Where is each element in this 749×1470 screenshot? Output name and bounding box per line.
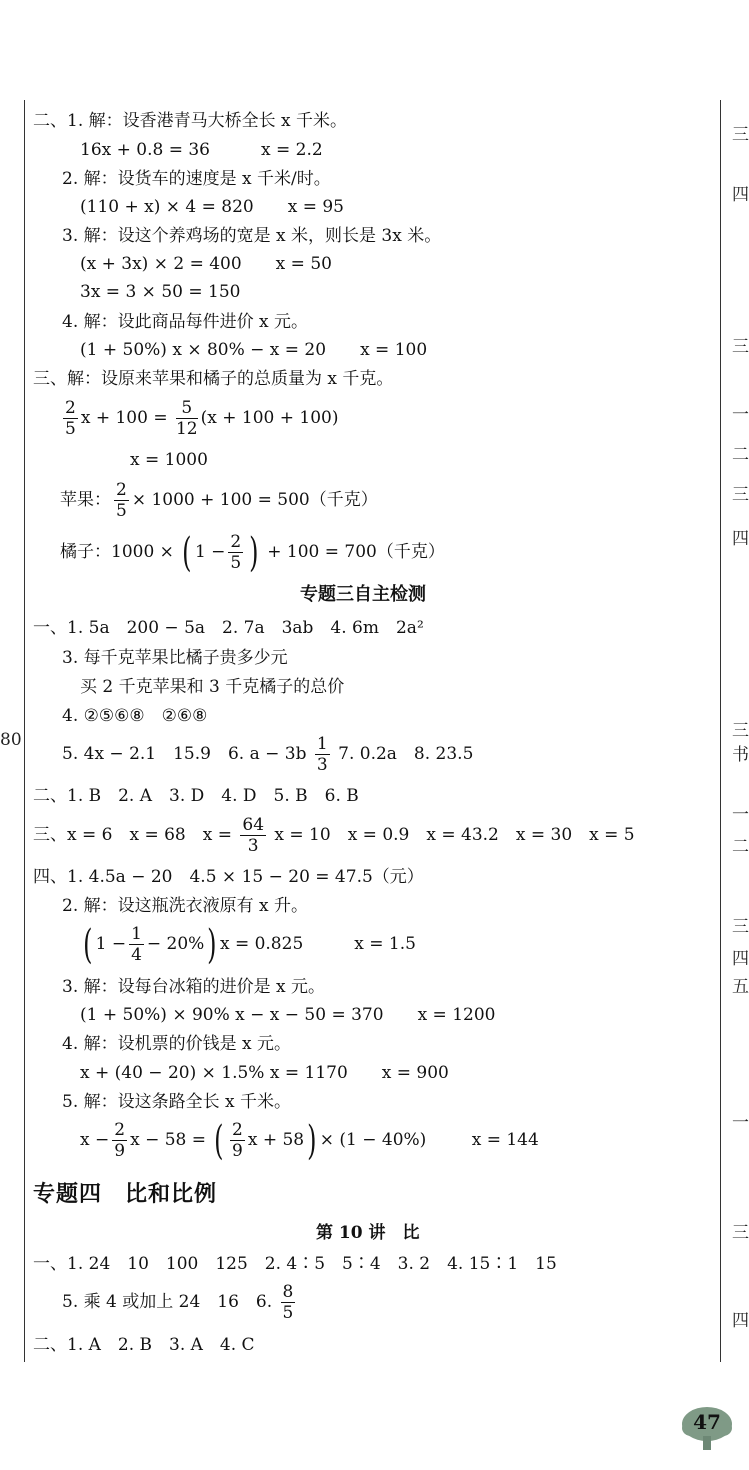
t2-line1: 二、1. B 2. A 3. D 4. D 5. B 6. B: [33, 786, 359, 806]
s3-orange: 橘子：1000 × ( 1 − $\frac{2}{5}$ ) + 100 = 700（千克）: [60, 529, 445, 576]
right-edge-glyph: 一: [732, 1113, 749, 1133]
s3-apple: 苹果： $\frac{2}{5}$ × 1000 + 100 = 500（千克）: [60, 480, 378, 521]
right-edge-glyph: 三: [732, 125, 749, 145]
t1-line2: 3. 每千克苹果比橘子贵多少元: [62, 648, 288, 668]
right-edge-glyph: 一: [732, 405, 749, 425]
right-edge-glyph: 四: [732, 949, 749, 969]
t4-eq3: (1 + 50%) × 90% x − x − 50 = 370 x = 1200: [80, 1005, 496, 1025]
s2-q4: 4. 解：设此商品每件进价 x 元。: [62, 312, 309, 332]
fraction: $\frac{1}{4}$: [131, 924, 142, 965]
right-edge-glyph: 四: [732, 1311, 749, 1331]
s2-eq2: (110 + x) × 4 = 820 x = 95: [80, 197, 344, 217]
left-margin-number: 80: [0, 730, 22, 750]
t1-line4: 4. ②⑤⑥⑧ ②⑥⑧: [62, 706, 208, 726]
l10-line1: 一、1. 24 10 100 125 2. 4∶5 5∶4 3. 2 4. 15∶1 15: [33, 1254, 557, 1274]
fraction: $\frac{2}{9}$: [232, 1120, 243, 1161]
t1-line5: 5. 4x − 2.1 15.9 6. a − 3b $\frac{1}{3}$ 7. 0.2a 8. 23.5: [62, 734, 474, 775]
l10-line2: 5. 乘 4 或加上 24 16 6. $\frac{8}{5}$: [62, 1282, 294, 1323]
s2-eq3a: (x + 3x) × 2 = 400 x = 50: [80, 254, 332, 274]
right-edge-glyph: 五: [732, 977, 749, 997]
right-edge-glyph: 二: [732, 837, 749, 857]
t4-eq4: x + (40 − 20) × 1.5% x = 1170 x = 900: [80, 1063, 449, 1083]
s2-header: 二、1. 解：设香港青马大桥全长 x 千米。: [33, 111, 348, 131]
t4-q3: 3. 解：设每台冰箱的进价是 x 元。: [62, 977, 326, 997]
t4-q5: 5. 解：设这条路全长 x 千米。: [62, 1092, 292, 1112]
s2-eq3b: 3x = 3 × 50 = 150: [80, 282, 241, 302]
t3-line: 三、x = 6 x = 68 x = $\frac{64}{3}$ x = 10 x = 0.9 x = 43.2 x = 30 x = 5: [33, 815, 635, 856]
page-number: 47: [693, 1410, 721, 1434]
s3-equation: $\frac{2}{5}$ x + 100 = $\frac{5}{12}$ (x + 100 + 100): [65, 398, 339, 439]
s2-eq4: (1 + 50%) x × 80% − x = 20 x = 100: [80, 340, 428, 360]
t1-line3: 买 2 千克苹果和 3 千克橘子的总价: [80, 677, 345, 697]
right-edge-glyph: 三: [732, 1223, 749, 1243]
page-number-badge: [681, 1406, 733, 1452]
t4-q4: 4. 解：设机票的价钱是 x 元。: [62, 1034, 292, 1054]
right-edge-glyph: 四: [732, 529, 749, 549]
fraction: $\frac{2}{9}$: [114, 1120, 126, 1161]
s3-header: 三、解：设原来苹果和橘子的总质量为 x 千克。: [33, 369, 394, 389]
left-column-rule: [24, 100, 25, 1362]
l10-line3: 二、1. A 2. B 3. A 4. C: [33, 1335, 255, 1355]
right-edge-glyph: 书: [732, 745, 749, 765]
t4-line1: 四、1. 4.5a − 20 4.5 × 15 − 20 = 47.5（元）: [33, 867, 424, 887]
t4-eq2: ( 1 − $\frac{1}{4}$ − 20%) x = 0.825 x = 1.5: [83, 921, 416, 968]
fraction: $\frac{8}{5}$: [282, 1282, 294, 1323]
t1-line1: 一、1. 5a 200 − 5a 2. 7a 3ab 4. 6m 2a²: [33, 618, 424, 638]
right-edge-glyph: 三: [732, 917, 749, 937]
s2-q2: 2. 解：设货车的速度是 x 千米/时。: [62, 169, 331, 189]
s3-x-result: x = 1000: [130, 450, 208, 470]
fraction: $\frac{5}{12}$: [175, 398, 198, 439]
right-edge-glyph: 二: [732, 445, 749, 465]
s2-eq1: 16x + 0.8 = 36 x = 2.2: [80, 140, 323, 160]
right-edge-glyph: 三: [732, 337, 749, 357]
section-title: 专题三自主检测: [300, 584, 426, 605]
fraction: $\frac{2}{5}$: [116, 480, 127, 521]
right-edge-glyph: 三: [732, 721, 749, 741]
s2-q3: 3. 解：设这个养鸡场的宽是 x 米，则长是 3x 米。: [62, 226, 442, 246]
t4-q2: 2. 解：设这瓶洗衣液原有 x 升。: [62, 896, 309, 916]
fraction: $\frac{1}{3}$: [316, 734, 328, 775]
right-edge-glyph: 三: [732, 485, 749, 505]
fraction: $\frac{2}{5}$: [230, 532, 242, 573]
lecture-title: 第 10 讲 比: [316, 1223, 420, 1243]
fraction: $\frac{64}{3}$: [242, 815, 265, 856]
chapter-title: 专题四 比和比例: [33, 1182, 218, 1207]
fraction: $\frac{2}{5}$: [65, 398, 76, 439]
right-edge-glyph: 一: [732, 805, 749, 825]
t4-eq5: x − $\frac{2}{9}$ x − 58 = ( $\frac{2}{9}$ x + 58) × (1 − 40%) x = 144: [80, 1117, 539, 1164]
right-column-rule: [720, 100, 721, 1362]
right-edge-glyph: 四: [732, 185, 749, 205]
